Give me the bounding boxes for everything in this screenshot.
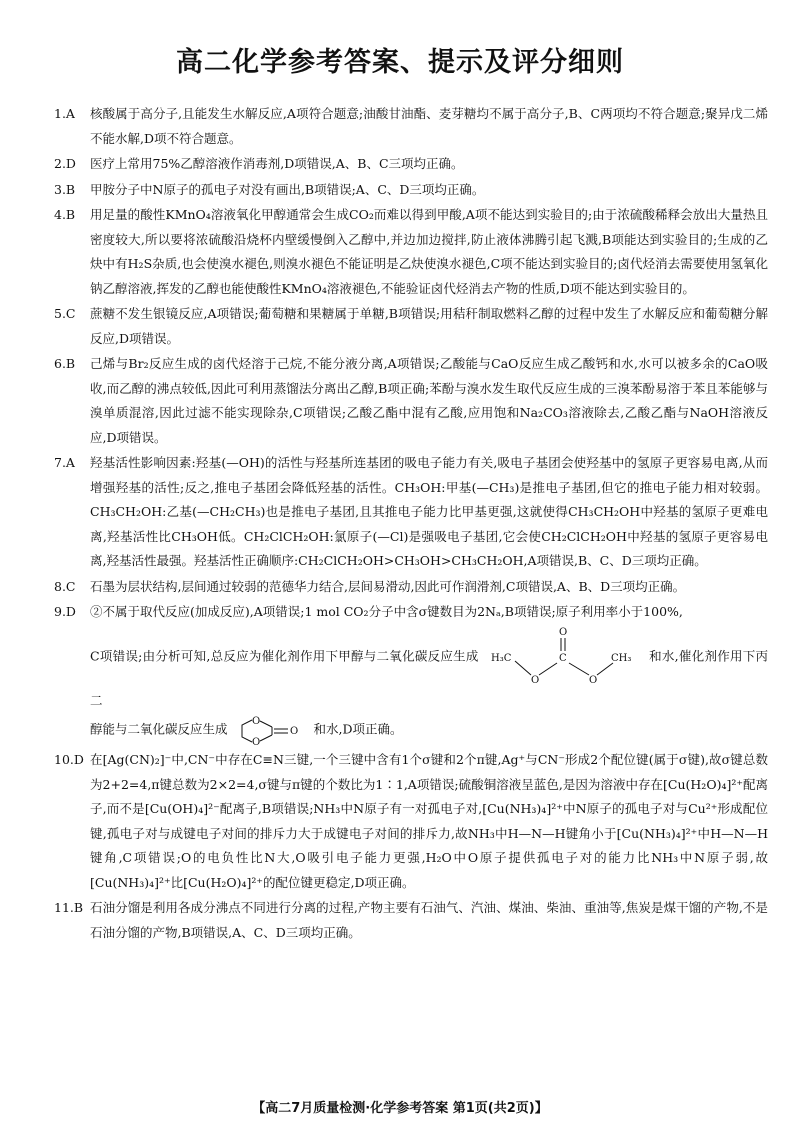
answer-item-7 (56, 451, 768, 574)
item-number: 11.B (54, 900, 84, 915)
answer-item-3 (56, 178, 768, 203)
item-text-mid-after: 和水,催化剂作用下丙二 (90, 648, 768, 708)
item-text: 石墨为层状结构,层间通过较弱的范德华力结合,层间易滑动,因此可作润滑剂,C项错误,A、B、D三项均正确。 (90, 578, 686, 594)
ring-left (242, 720, 252, 742)
answer-item-10 (56, 748, 768, 895)
propylene-carbonate-structure (238, 713, 304, 747)
bond-o-ch3 (597, 663, 613, 675)
item-text-line2 (90, 625, 768, 714)
dimethyl-carbonate-structure (489, 625, 639, 689)
struct-h3c: H₃C (490, 652, 512, 664)
item-text: 用足量的酸性KMnO₄溶液氧化甲醇通常会生成CO₂而难以得到甲酸,A项不能达到实验目的;由于浓硫酸稀释会放出大量热且密度较大,所以要将浓硫酸沿烧杯内壁缓慢倒入乙醇中,并边加边搅拌,防止液体沸腾引起飞溅,B项能达到实验目的;生成的乙炔中有H₂S杂质,也会使溴水褪色,则溴水褪色不能证明是乙炔使溴水褪色,C项不能达到实验目的;卤代烃消去需要使用氢氧化钠乙醇溶液,挥发的乙醇也能使酸性KMnO₄溶液褪色,不能验证卤代烃消去产物的性质,D项不能达到实验目的。 (90, 207, 768, 296)
item-text: 石油分馏是利用各成分沸点不同进行分离的过程,产物主要有石油气、汽油、煤油、柴油、重油等,焦炭是煤干馏的产物,不是石油分馏的产物,B项错误,A、C、D三项均正确。 (90, 900, 768, 940)
item-text: 医疗上常用75%乙醇溶液作消毒剂,D项错误,A、B、C三项均正确。 (90, 156, 464, 171)
struct-o2: O (588, 674, 598, 686)
struct-o1: O (530, 674, 540, 686)
item-number: 6.B (54, 356, 76, 371)
item-number: 4.B (54, 207, 76, 222)
item-number: 1.A (54, 106, 75, 121)
item-number: 8.C (54, 578, 76, 594)
item-text: 蔗糖不发生银镜反应,A项错误;葡萄糖和果糖属于单糖,B项错误;用秸秆制取燃料乙醇的过程中发生了水解反应和葡萄糖分解反应,D项错误。 (90, 306, 768, 346)
bond-h3c-o (515, 661, 531, 675)
struct-o-top: O (558, 626, 568, 638)
item-text-tail-after: 和水,D项正确。 (313, 721, 403, 737)
ring-o-lower: O (251, 737, 260, 747)
ring-lower-right (260, 735, 272, 741)
bond-o-c (539, 663, 557, 675)
item-text: 甲胺分子中N原子的孤电子对没有画出,B项错误;A、C、D三项均正确。 (90, 181, 485, 197)
struct-c: C (558, 652, 567, 664)
item-number: 9.D (54, 604, 76, 619)
item-text: 核酸属于高分子,且能发生水解反应,A项符合题意;油酸甘油酯、麦芽糖均不属于高分子,B、C两项均不符合题意;聚异戊二烯不能水解,D项不符合题意。 (90, 106, 768, 146)
answer-item-11 (56, 896, 768, 945)
answer-item-6 (56, 352, 768, 450)
answer-item-2 (56, 152, 768, 177)
answer-item-8 (56, 575, 768, 600)
ring-upper-right (260, 721, 272, 727)
item-number: 3.B (54, 181, 76, 197)
item-text-mid: C项错误;由分析可知,总反应为催化剂作用下甲醇与二氧化碳反应生成 (90, 648, 479, 663)
item-number: 2.D (54, 156, 76, 171)
item-text: 在[Ag(CN)₂]⁻中,CN⁻中存在C≡N三键,一个三键中含有1个σ键和2个π键,Ag⁺与CN⁻形成2个配位键(属于σ键),故σ键总数为2+2=4,π键总数为2×2=4,σ键与π键的个数比为1∶1,A项错误;硫酸铜溶液呈蓝色,是因为溶液中存在[Cu(H₂O)₄]²⁺配离子,而不是[Cu(OH)₄]²⁻配离子,B项错误;NH₃中N原子有一对孤电子对,[Cu(NH₃)₄]²⁺中N原子的孤电子对与Cu²⁺形成配位键,孤电子对与成键电子对间的排斥力大于成键电子对间的排斥力,故NH₃中H—N—H键角小于[Cu(NH₃)₄]²⁺中H—N—H键角,C项错误;O的电负性比N大,O吸引电子能力更强,H₂O中O原子提供孤电子对的能力比NH₃中N原子弱,故[Cu(NH₃)₄]²⁺比[Cu(H₂O)₄]²⁺的配位键更稳定,D项正确。 (90, 752, 768, 890)
item-number: 7.A (54, 455, 75, 470)
item-text: 羟基活性影响因素:羟基(—OH)的活性与羟基所连基团的吸电子能力有关,吸电子基团会使羟基中的氢原子更容易电离,从而增强羟基的活性;反之,推电子基团会降低羟基的活性。CH₃OH:甲基(—CH₃)是推电子基团,但它的推电子能力相对较弱。CH₃CH₂OH:乙基(—CH₂CH₃)也是推电子基团,且其推电子能力比甲基更强,这就使得CH₃CH₂OH中羟基的氢原子更难电离,羟基活性比CH₃OH低。CH₂ClCH₂OH:氯原子(—Cl)是强吸电子基团,它会使CH₂ClCH₂OH中羟基的氢原子更容易电离,羟基活性最强。羟基活性正确顺序:CH₂ClCH₂OH>CH₃OH>CH₃CH₂OH,A项错误,B、C、D三项均正确。 (90, 455, 768, 568)
page-footer: 【高二7月质量检测·化学参考答案 第1页(共2页)】 (252, 1101, 548, 1116)
bond-c-o (569, 663, 589, 675)
answer-item-5 (56, 302, 768, 351)
ring-o-upper: O (251, 716, 260, 727)
item-text: ②不属于取代反应(加成反应),A项错误;1 mol CO₂分子中含σ键数目为2Nₐ,B项错误;原子利用率小于100%, (90, 604, 683, 619)
answer-list (56, 102, 768, 946)
item-number: 5.C (54, 306, 76, 321)
answer-item-1 (56, 102, 768, 151)
struct-ch3: CH₃ (610, 652, 632, 664)
item-number: 10.D (54, 752, 84, 767)
answer-item-4 (56, 203, 768, 301)
item-text-line3 (90, 713, 768, 747)
page-title: 高二化学参考答案、提示及评分细则 (176, 47, 624, 78)
item-text-tail-before: 醇能与二氧化碳反应生成 (90, 721, 228, 737)
item-text: 己烯与Br₂反应生成的卤代烃溶于己烷,不能分液分离,A项错误;乙酸能与CaO反应生成乙酸钙和水,水可以被多余的CaO吸收,而乙醇的沸点较低,因此可利用蒸馏法分离出乙醇,B项正确;苯酚与溴水发生取代反应生成的三溴苯酚易溶于苯且苯能够与溴单质混溶,因此过滤不能实现除杂,C项错误;乙酸乙酯中混有乙酸,应用饱和Na₂CO₃溶液除去,乙酸乙酯与NaOH溶液反应,D项错误。 (90, 356, 768, 445)
answer-item-9 (56, 600, 768, 747)
carbonyl-o: O (289, 726, 298, 737)
